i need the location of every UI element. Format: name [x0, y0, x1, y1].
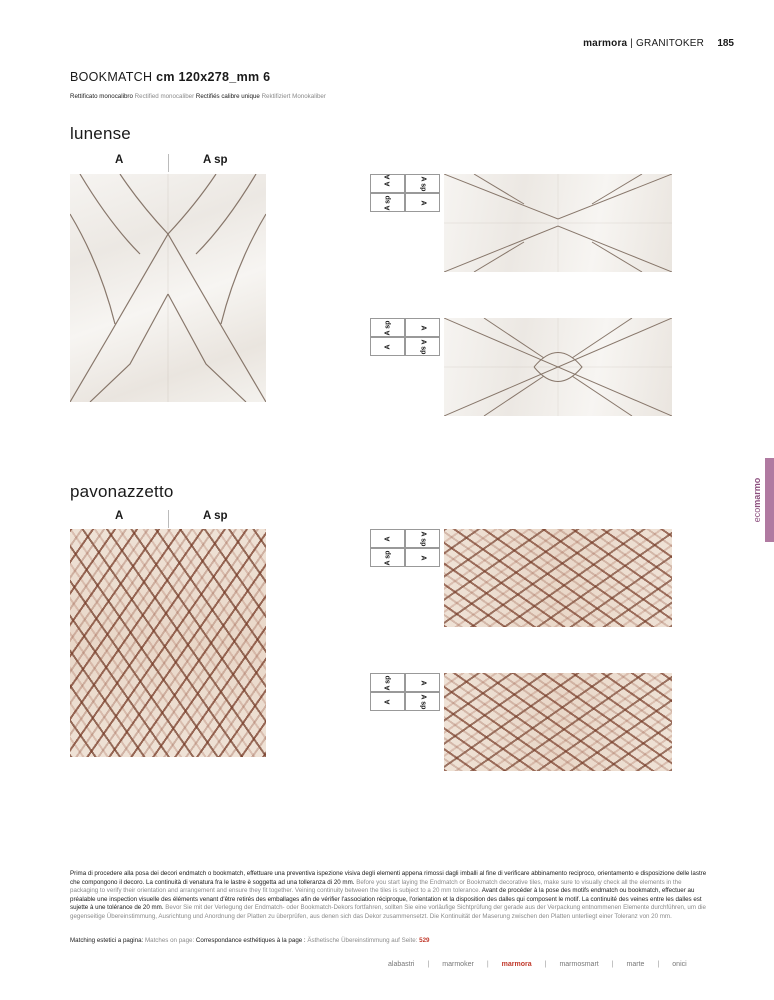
- nav-separator: |: [657, 961, 660, 968]
- grid-label-a: A: [419, 679, 426, 686]
- grid-label-a: A: [384, 343, 391, 350]
- header-brand: [583, 38, 704, 49]
- grid-label-a-sp: A sp: [419, 694, 426, 709]
- grid-cell: [405, 174, 440, 193]
- label-divider: [168, 510, 169, 528]
- label-a: A: [115, 154, 124, 166]
- grid-label-a: A: [384, 698, 391, 705]
- subtitle-en: Rectified monocaliber: [132, 93, 195, 100]
- bottom-nav: [375, 961, 700, 968]
- lunense-bookmatch-slab: [70, 174, 266, 402]
- side-tab-label: [752, 458, 764, 542]
- grid-cell: [370, 318, 405, 337]
- grid-label-a: A: [384, 180, 391, 187]
- grid-cell: [370, 673, 405, 692]
- label-a-sp: A sp: [203, 154, 228, 166]
- match-en: Matches on page:: [143, 937, 195, 944]
- grid-cell: [370, 337, 405, 356]
- grid-cell: [370, 529, 405, 548]
- grid-cell: [405, 318, 440, 337]
- match-it: Matching estetici a pagina:: [70, 937, 144, 944]
- grid-cell: [405, 193, 440, 212]
- layout-grid-vertical-3: [370, 529, 440, 567]
- grid-cell: [405, 692, 440, 711]
- grid-cell: [370, 548, 405, 567]
- footer-de: Bevor Sie mit der Verlegung der Endmatch- oder Bookmatch-Dekors fortfahren, sollten Sie eine vorläufige Sichtprüfung der gerade aus der Verpackung entnommenen Elemente durchführen, um die gegenseitige Übereinstimmung, Ausrichtung und Anordnung der Platten zu überprüfen, aus denen sich das Dekor zusammensetzt. Die Kontinuität der Maserung zwischen den Platten unterliegt einer Toleranz von 20 mm.: [70, 904, 706, 920]
- grid-cell: [370, 193, 405, 212]
- nav-item-marmoker[interactable]: marmoker: [442, 961, 474, 968]
- pavonazzetto-bookmatch-slab: [70, 529, 266, 757]
- match-page: 529: [417, 937, 430, 944]
- grid-label-a-sp: A sp: [419, 176, 426, 191]
- page-title: [70, 70, 270, 84]
- grid-label-a-sp: A sp: [384, 320, 391, 335]
- subtitle-fr: Rectifiés calibre unique: [194, 93, 260, 100]
- grid-cell: [405, 529, 440, 548]
- nav-separator: |: [544, 961, 547, 968]
- layout-grid-vertical-2: [370, 318, 440, 356]
- label-a: A: [115, 510, 124, 522]
- subtitle: [70, 93, 326, 100]
- lunense-horizontal-slab-1: [444, 174, 672, 272]
- footer-notes: [70, 870, 710, 922]
- grid-label-a-sp: A sp: [384, 675, 391, 690]
- lunense-h-veins-2: [444, 318, 672, 416]
- footer-en: Before you start laying the Endmatch or Bookmatch decorative tiles, make sure to visually check all the elements in the packaging to verify their orientation and arrangement and ensure they fit together. Veining continuity between the tiles is subject to a 20 mm tolerance.: [70, 878, 682, 895]
- grid-label-a: A: [419, 324, 426, 331]
- grid-cell: [405, 337, 440, 356]
- nav-item-marte[interactable]: marte: [626, 961, 645, 968]
- lunense-h-veins-1: [444, 174, 672, 272]
- grid-cell: [405, 548, 440, 567]
- lunense-horizontal-slab-2: [444, 318, 672, 416]
- brand-bold: marmora: [583, 38, 628, 49]
- grid-label-a: A: [384, 535, 391, 542]
- page-number: 185: [717, 38, 734, 49]
- title-bold: cm 120x278_mm 6: [156, 70, 271, 84]
- layout-grid-vertical-1: [370, 174, 440, 212]
- label-a-sp: A sp: [203, 510, 228, 522]
- nav-item-marmosmart[interactable]: marmosmart: [559, 961, 599, 968]
- subtitle-it: Rettificato monocalibro: [70, 93, 133, 100]
- nav-item-marmora[interactable]: marmora: [501, 961, 532, 968]
- match-de: Ästhetische Übereinstimmung auf Seite:: [305, 937, 418, 944]
- grid-label-a-sp: A sp: [384, 550, 391, 565]
- title-prefix: BOOKMATCH: [70, 70, 157, 84]
- section-title-lunense: lunense: [70, 124, 131, 143]
- grid-cell: [370, 692, 405, 711]
- grid-cell: [405, 673, 440, 692]
- grid-label-a: A: [384, 173, 391, 180]
- grid-label-a-sp: A sp: [419, 531, 426, 546]
- grid-cell: [370, 174, 405, 193]
- label-divider: [168, 154, 169, 172]
- match-fr: Correspondance esthétiques à la page :: [194, 937, 306, 944]
- footer-it: Prima di procedere alla posa dei decori endmatch o bookmatch, effettuare una preventiva ispezione visiva degli elementi appena rimossi dagli imballi al fine di verificare abbinamento reciproco, orientamento e disposizione delle lastre che compongono il decoro. La continuità di venatura fra le lastre è soggetta ad una tolleranza di 20 mm.: [70, 870, 707, 886]
- pavonazzetto-horizontal-slab-1: [444, 529, 672, 627]
- grid-label-a-sp: A sp: [419, 339, 426, 354]
- lunense-veins: [70, 174, 266, 402]
- footer-matching: [70, 937, 710, 946]
- grid-label-a: A: [419, 199, 426, 206]
- nav-separator: |: [486, 961, 489, 968]
- footer-fr: Avant de procéder à la pose des motifs endmatch ou bookmatch, effectuer au préalable une inspection visuelle des éléments venant d'être retirés des emballages afin de vérifier l'association réciproque, l'orientation et la disposition des dalles qui composent le motif. La continuité des veines entre les dalles est sujette à une tolérance de 20 mm.: [70, 887, 702, 912]
- ecomarmo-side-tab[interactable]: [765, 458, 774, 542]
- nav-item-onici[interactable]: onici: [672, 961, 687, 968]
- side-tab-eco: eco: [752, 507, 762, 523]
- pavonazzetto-horizontal-slab-2: [444, 673, 672, 771]
- subtitle-de: Rektifiziert Monokaliber: [259, 93, 326, 100]
- brand-rest: | GRANITOKER: [627, 38, 704, 49]
- nav-item-alabastri[interactable]: alabastri: [388, 961, 415, 968]
- side-tab-marmo: marmo: [752, 477, 762, 508]
- layout-grid-vertical-4: [370, 673, 440, 711]
- nav-separator: |: [427, 961, 430, 968]
- grid-label-a-sp: A sp: [384, 195, 391, 210]
- section-title-pavonazzetto: pavonazzetto: [70, 482, 174, 501]
- nav-separator: |: [611, 961, 614, 968]
- grid-label-a: A: [419, 554, 426, 561]
